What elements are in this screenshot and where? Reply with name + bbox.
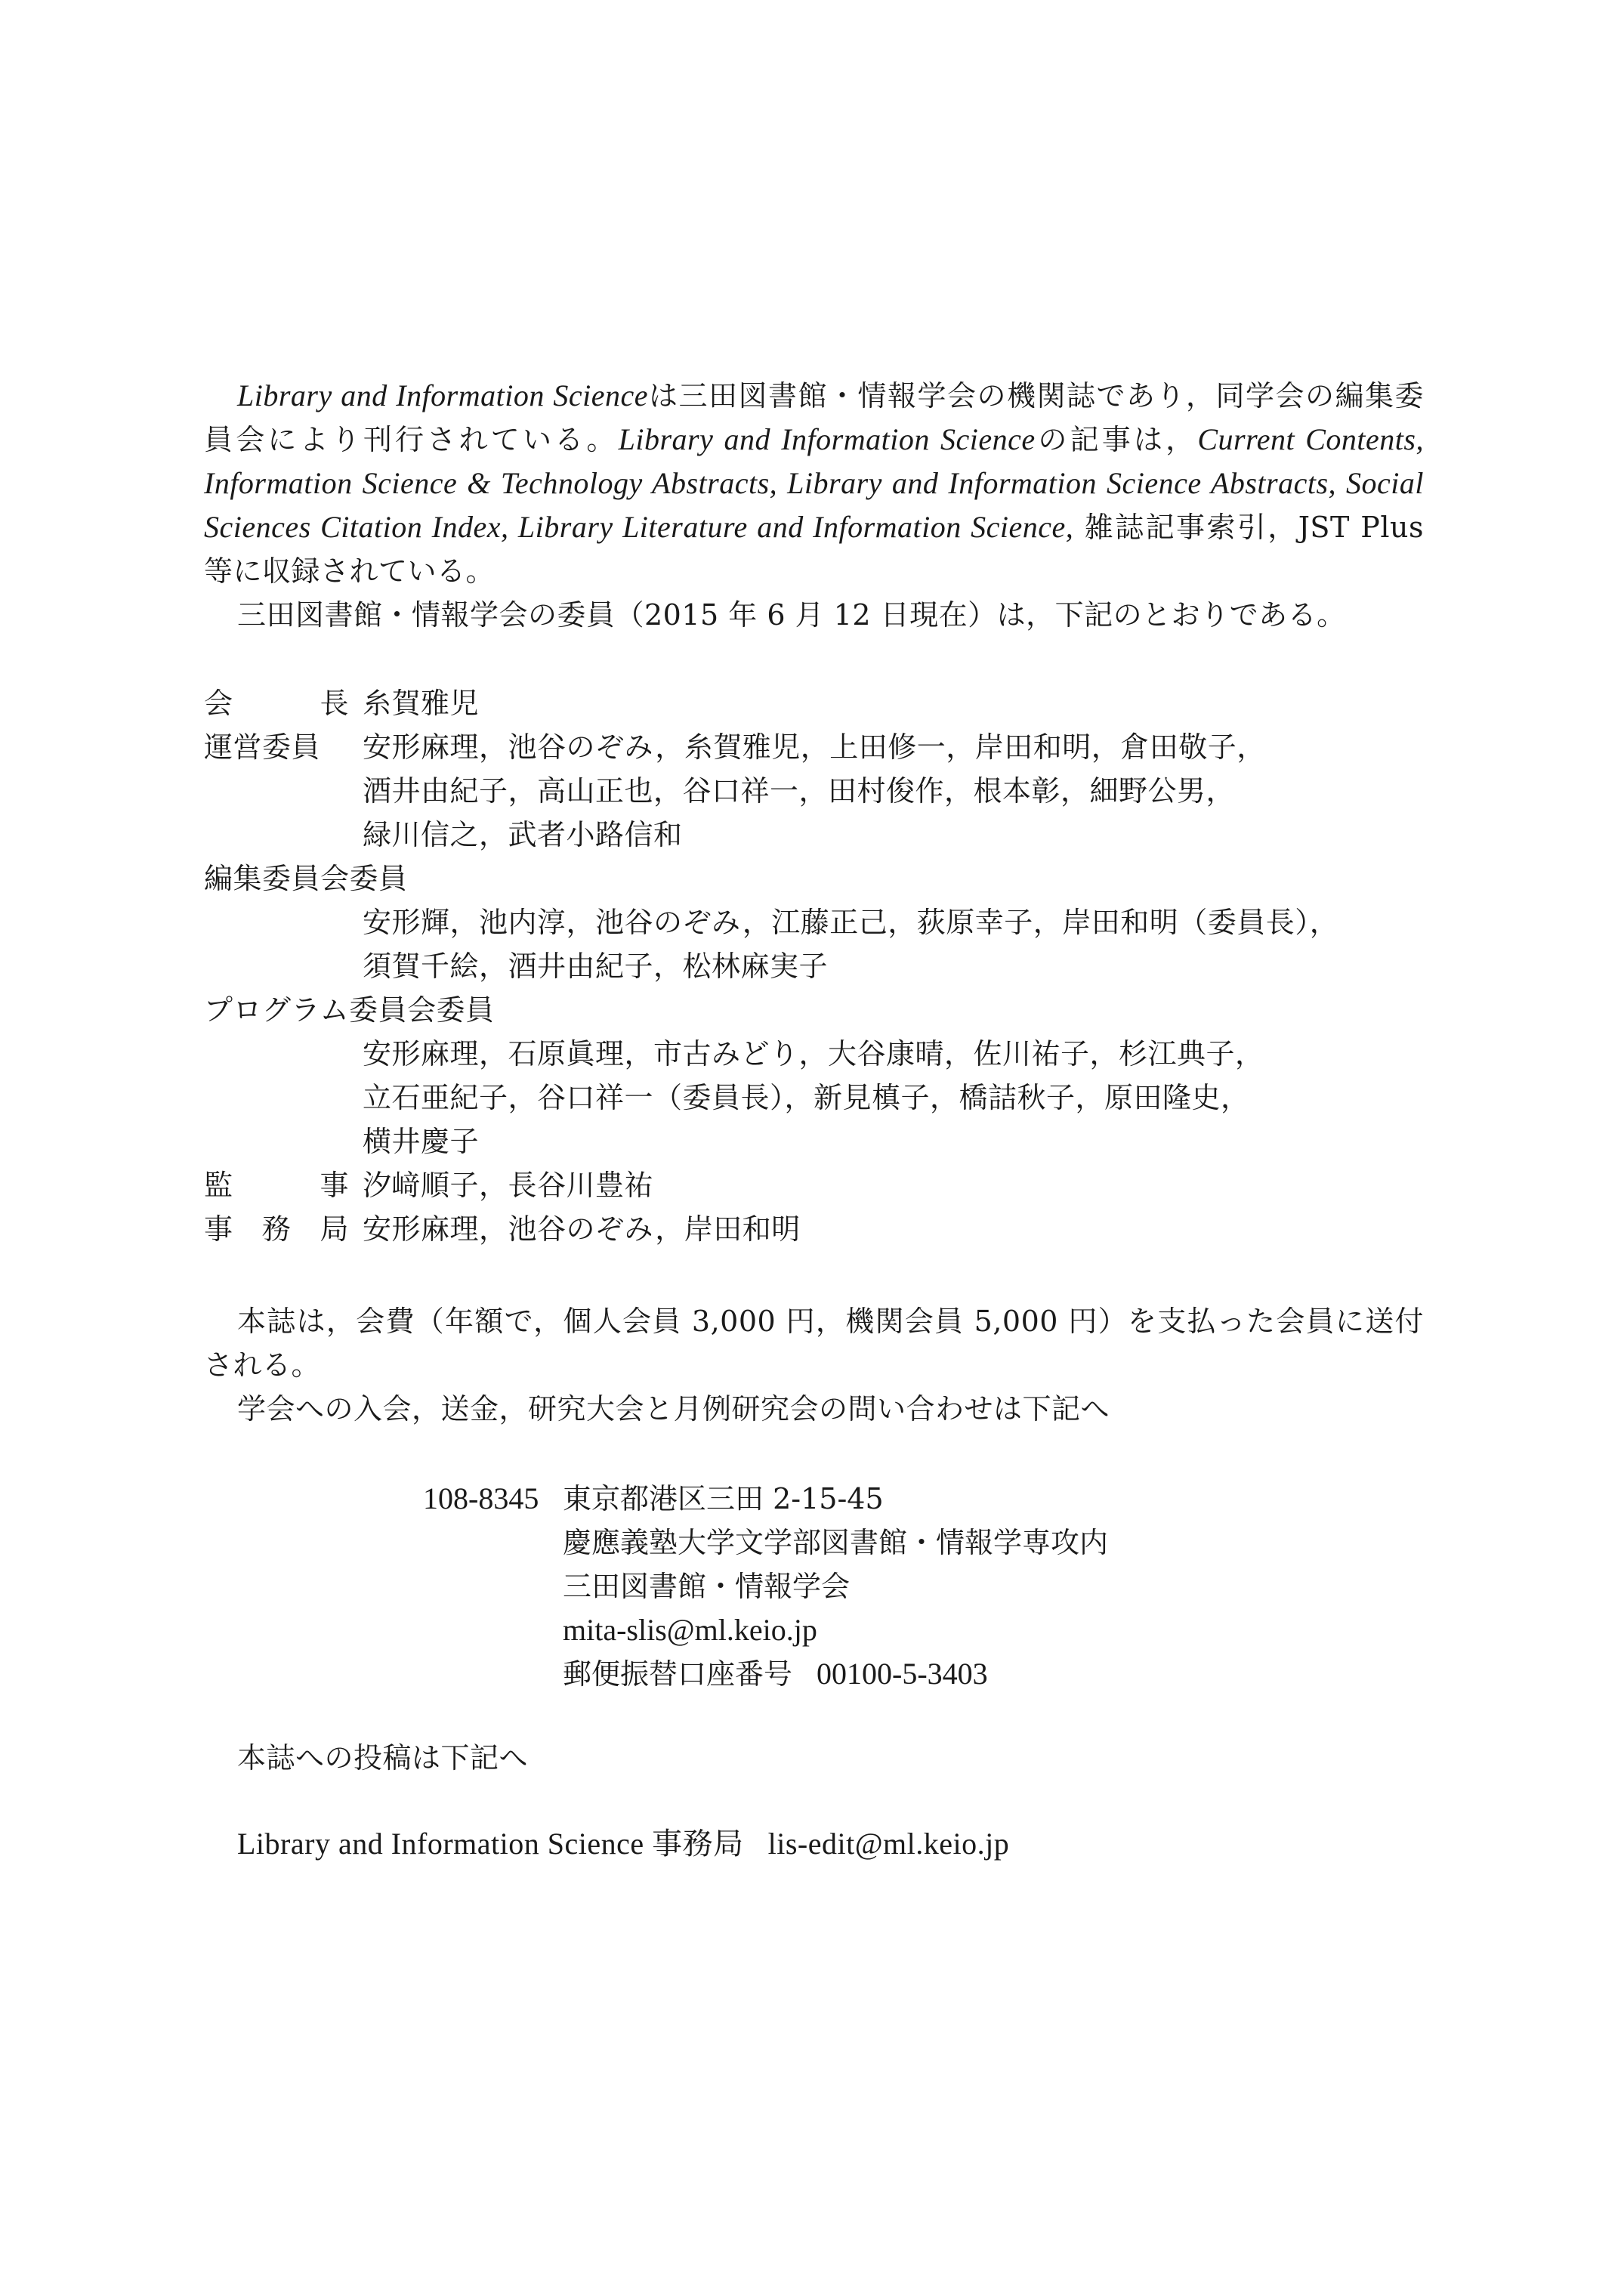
program-role: プログラム委員会委員 bbox=[204, 993, 495, 1027]
inquiry-text: 学会への入会，送金，研究大会と月例研究会の問い合わせは下記へ bbox=[237, 1392, 1110, 1425]
transfer-account: 郵便振替口座番号 00100-5-3403 bbox=[563, 1657, 988, 1691]
steering-row bbox=[204, 725, 1424, 857]
president-name: 糸賀雅児 bbox=[363, 687, 480, 720]
office-names: 安形麻理，池谷のぞみ，岸田和明 bbox=[363, 1212, 801, 1246]
journal-name: Library and Information Science bbox=[237, 378, 648, 412]
fee-text: 本誌は，会費（年額で，個人会員 3,000 円，機関会員 5,000 円）を支払った会員に送付される。 bbox=[204, 1305, 1424, 1382]
office-role: 事 務 局 bbox=[204, 1212, 349, 1246]
address-line-1: 東京都港区三田 2-15-45 bbox=[563, 1482, 884, 1515]
president-role: 会 長 bbox=[204, 687, 349, 720]
editorial-role: 編集委員会委員 bbox=[204, 862, 408, 895]
committee-section bbox=[204, 681, 1424, 1251]
office-row bbox=[204, 1207, 1424, 1251]
submission-section bbox=[204, 1736, 1424, 1780]
society-email[interactable]: mita-slis@ml.keio.jp bbox=[563, 1613, 817, 1647]
index-list-rest: 雑誌記事索引，JST Plus 等に収録されている。 bbox=[204, 511, 1424, 588]
address-line-2: 慶應義塾大学文学部図書館・情報学専攻内 bbox=[563, 1526, 1109, 1559]
auditor-names: 汐﨑順子，長谷川豊祐 bbox=[363, 1169, 654, 1202]
auditor-role: 監 事 bbox=[204, 1169, 349, 1202]
editorial-office: Library and Information Science 事務局 bbox=[237, 1827, 744, 1861]
intro-sentence-1: は三田図書館・情報学会の機関誌であり，同学会の編集委員会により刊行されている。 bbox=[204, 379, 1424, 456]
auditor-row bbox=[204, 1163, 1424, 1207]
postal-code: 108-8345 bbox=[423, 1481, 539, 1515]
intro-sentence-2: の記事は， bbox=[1035, 423, 1198, 456]
steering-role: 運営委員 bbox=[204, 731, 321, 764]
members-intro: 三田図書館・情報学会の委員（2015 年 6 月 12 日現在）は，下記のとおりである。 bbox=[237, 598, 1346, 632]
index-list: Current Contents, Information Science & Technology Abstracts, Library and Information Science Abstracts, Social Sciences Citation Index, Library Literature and Information Science, bbox=[204, 422, 1424, 544]
submission-heading: 本誌への投稿は下記へ bbox=[237, 1741, 529, 1775]
journal-name-2: Library and Information Science bbox=[618, 422, 1036, 456]
submission-contact bbox=[204, 1822, 1424, 1866]
president-row bbox=[204, 681, 1424, 725]
address-block bbox=[423, 1477, 1108, 1696]
intro-section bbox=[204, 374, 1424, 637]
editorial-email[interactable]: lis-edit@ml.keio.jp bbox=[767, 1827, 1010, 1861]
fee-section bbox=[204, 1299, 1424, 1431]
editorial-names: 安形輝，池内淳，池谷のぞみ，江藤正己，荻原幸子，岸田和明（委員長）， 須賀千絵，酒井由紀子，松林麻実子 bbox=[363, 906, 1339, 983]
steering-names: 安形麻理，池谷のぞみ，糸賀雅児，上田修一，岸田和明，倉田敬子， 酒井由紀子，高山正也，谷口祥一，田村俊作，根本彰，細野公男， 緑川信之，武者小路信和 bbox=[363, 731, 1266, 851]
address-line-3: 三田図書館・情報学会 bbox=[563, 1570, 851, 1603]
intro-paragraph bbox=[204, 374, 1424, 593]
address-lines bbox=[563, 1477, 1108, 1696]
program-names: 安形麻理，石原眞理，市古みどり，大谷康晴，佐川祐子，杉江典子， 立石亜紀子，谷口祥一（委員長），新見槙子，橋詰秋子，原田隆史， 横井慶子 bbox=[363, 1037, 1264, 1158]
